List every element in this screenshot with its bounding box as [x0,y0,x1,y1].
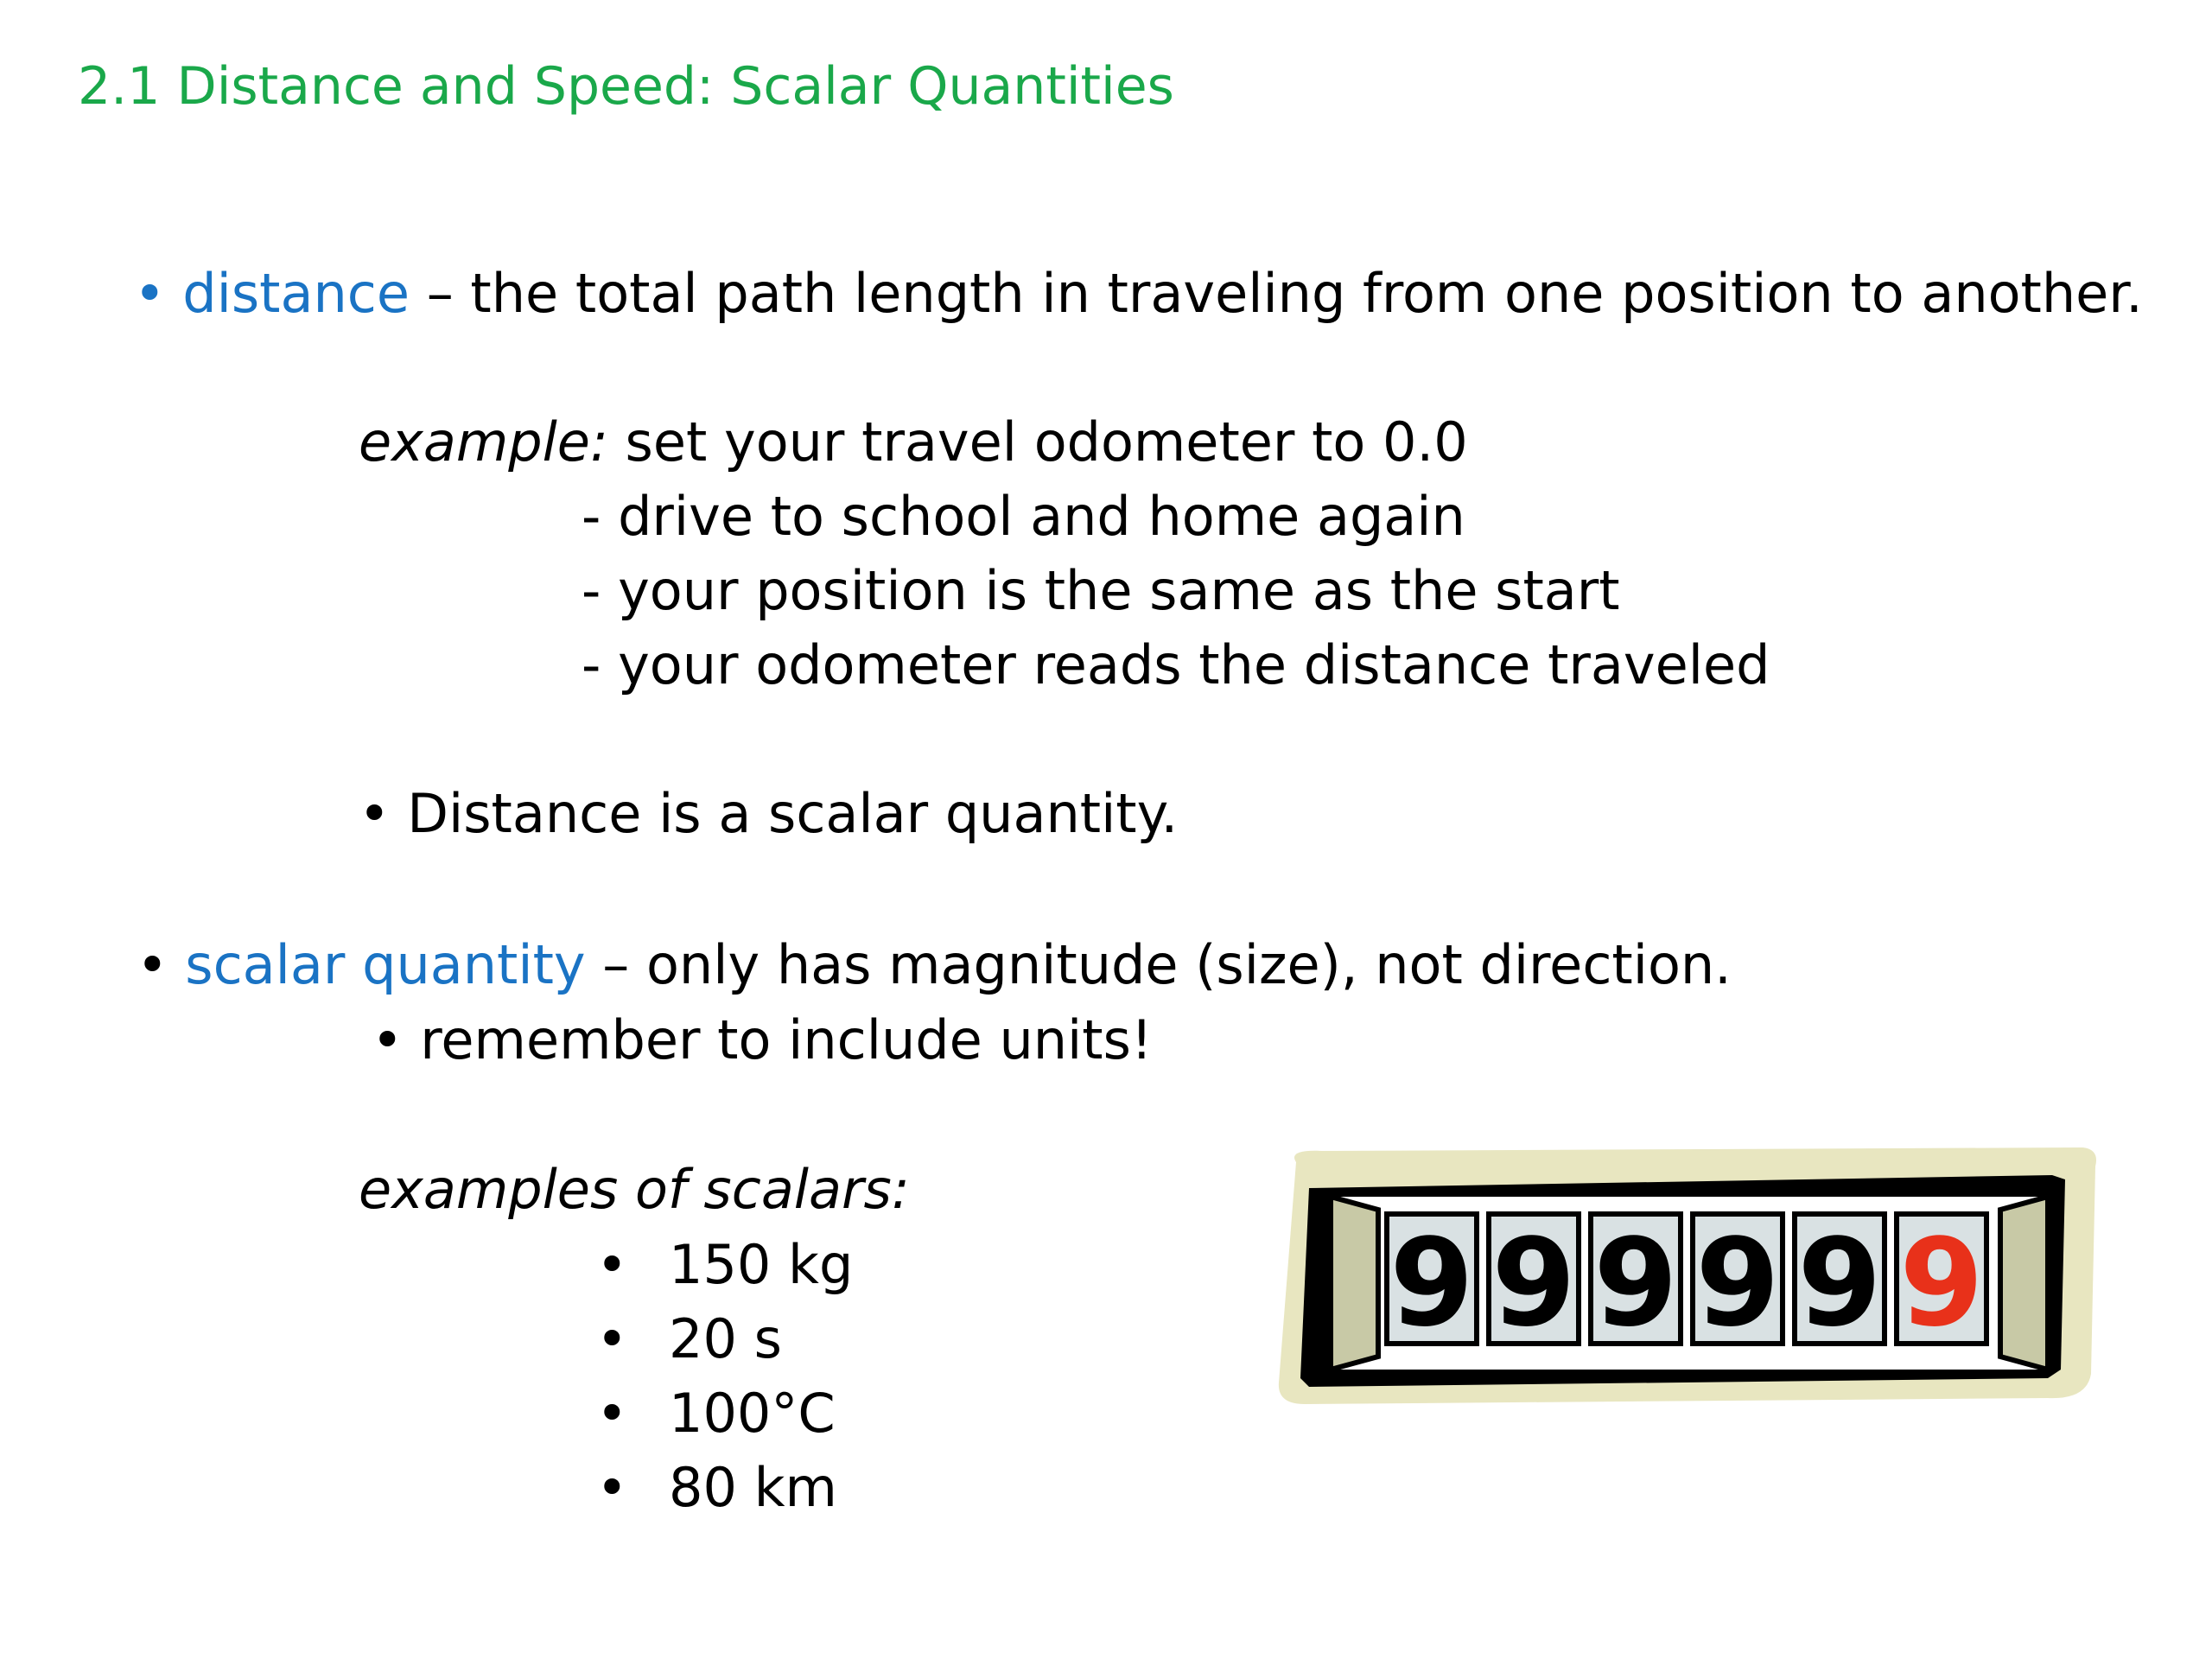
odometer-digit: 9 [1389,1213,1474,1354]
odometer-right-bezel [2000,1197,2048,1370]
scalar-bullet: • [137,933,168,996]
example-step-text: - your odometer reads the distance traveled [582,633,1770,696]
example-step-text: - drive to school and home again [582,485,1465,548]
odometer-left-bezel [1331,1197,1378,1370]
list-item-text: 80 km [669,1456,837,1519]
odometer-digit: 9 [1797,1213,1882,1354]
scalars-examples-label [359,1154,910,1226]
list-bullet: • [596,1233,628,1296]
odometer-icon [1270,1141,2100,1417]
odometer-digit: 9 [1899,1213,1984,1354]
units-reminder-text: • remember to include units! [372,1008,1153,1071]
example-step [582,555,1620,627]
list-item [596,1229,853,1301]
list-item [596,1377,836,1450]
scalar-term: scalar quantity [185,933,586,996]
list-item [596,1452,837,1524]
slide-title-text: 2.1 Distance and Speed: Scalar Quantities [78,56,1174,117]
list-item [596,1303,782,1376]
distance-scalar-text: • Distance is a scalar quantity. [359,782,1179,845]
example-step-text: - your position is the same as the start [582,559,1620,622]
odometer-digit: 9 [1491,1213,1576,1354]
slide-title [78,52,1174,121]
example-label: example: [359,410,608,474]
distance-term: distance [182,262,410,325]
list-item-text: 100°C [669,1382,836,1445]
list-bullet: • [596,1382,628,1445]
odometer-digit: 9 [1593,1213,1678,1354]
distance-scalar-statement [359,778,1178,850]
list-bullet: • [596,1456,628,1519]
list-bullet: • [596,1307,628,1370]
odometer-digit: 9 [1695,1213,1780,1354]
scalar-definition-text: – only has magnitude (size), not direction. [585,933,1732,996]
units-reminder [372,1004,1153,1077]
scalars-examples-label-text: examples of scalars: [359,1158,910,1221]
distance-definition [134,257,2143,330]
list-item-text: 20 s [669,1307,782,1370]
distance-definition-text: – the total path length in traveling from one position to another. [410,262,2143,325]
example-text: set your travel odometer to 0.0 [607,410,1468,474]
scalar-definition [137,929,1732,1001]
example-step [582,480,1465,553]
list-item-text: 150 kg [669,1233,854,1296]
example-line [359,406,1468,479]
example-step [582,629,1770,702]
distance-bullet: • [134,262,166,325]
